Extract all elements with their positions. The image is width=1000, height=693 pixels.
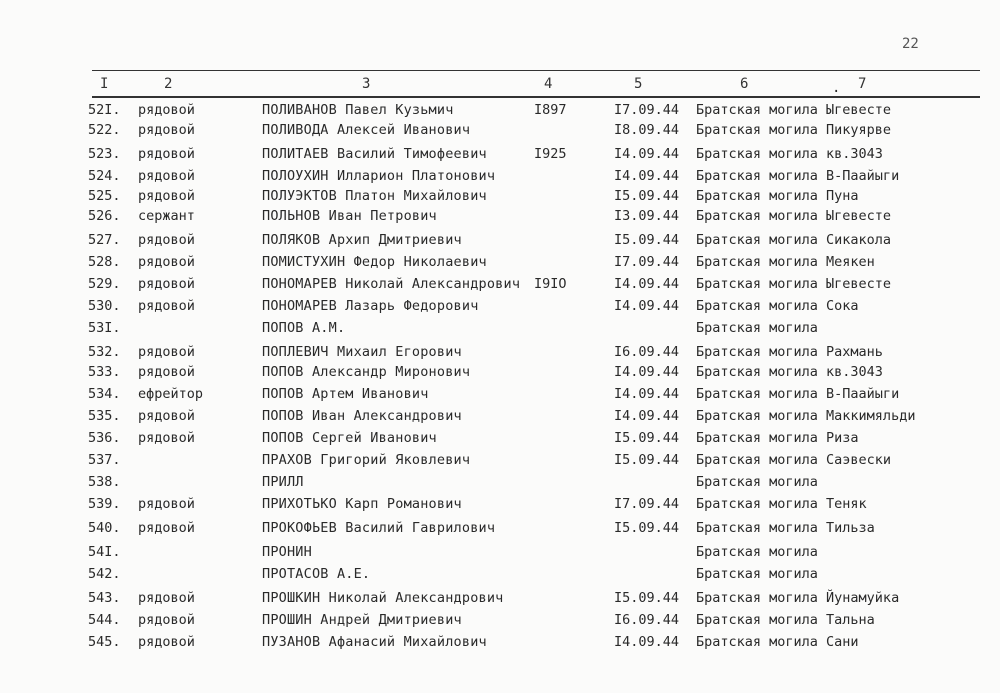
table-row bbox=[0, 320, 1000, 342]
row-name: ПОЛЯКОВ Архип Дмитриевич bbox=[262, 232, 462, 248]
row-rank: рядовой bbox=[138, 298, 195, 314]
row-name: ПРОШКИН Николай Александрович bbox=[262, 590, 504, 606]
table-row bbox=[0, 276, 1000, 298]
row-name: ПОНОМАРЕВ Лазарь Федорович bbox=[262, 298, 479, 314]
row-rank: рядовой bbox=[138, 122, 195, 138]
row-rank: рядовой bbox=[138, 634, 195, 650]
row-number: 522. bbox=[88, 122, 121, 138]
row-number: 525. bbox=[88, 188, 121, 204]
row-rank: рядовой bbox=[138, 364, 195, 380]
row-name: ПОПОВ Артем Иванович bbox=[262, 386, 429, 402]
row-burial-place: Братская могила Ыгевесте bbox=[696, 276, 892, 292]
header-col-2: 2 bbox=[164, 76, 173, 92]
row-rank: рядовой bbox=[138, 408, 195, 424]
table-row bbox=[0, 634, 1000, 656]
row-death-date: I4.09.44 bbox=[614, 298, 680, 314]
row-rank: рядовой bbox=[138, 496, 195, 512]
row-burial-place: Братская могила Тальна bbox=[696, 612, 875, 628]
header-bottom-rule bbox=[92, 96, 980, 98]
row-death-date: I5.09.44 bbox=[614, 188, 680, 204]
row-number: 524. bbox=[88, 168, 121, 184]
row-death-date: I4.09.44 bbox=[614, 364, 680, 380]
table-row bbox=[0, 612, 1000, 634]
row-rank: рядовой bbox=[138, 344, 195, 360]
row-rank: рядовой bbox=[138, 146, 195, 162]
row-name: ПРИЛЛ bbox=[262, 474, 304, 490]
row-name: ПОПОВ А.М. bbox=[262, 320, 346, 336]
header-col-7: 7 bbox=[858, 76, 867, 92]
table-row bbox=[0, 408, 1000, 430]
header-col-1: I bbox=[100, 76, 109, 92]
row-name: ПРОТАСОВ А.Е. bbox=[262, 566, 371, 582]
table-row bbox=[0, 188, 1000, 210]
row-name: ПОПОВ Иван Александрович bbox=[262, 408, 462, 424]
table-row bbox=[0, 544, 1000, 566]
header-col-6: 6 bbox=[740, 76, 749, 92]
row-death-date: I3.09.44 bbox=[614, 208, 680, 224]
row-number: 530. bbox=[88, 298, 121, 314]
row-birth-year: I925 bbox=[534, 146, 567, 162]
row-name: ПОЛИТАЕВ Василий Тимофеевич bbox=[262, 146, 487, 162]
row-burial-place: Братская могила Саэвески bbox=[696, 452, 892, 468]
row-name: ПОПОВ Сергей Иванович bbox=[262, 430, 437, 446]
row-rank: ефрейтор bbox=[138, 386, 204, 402]
header-top-rule bbox=[92, 70, 980, 71]
row-burial-place: Братская могила Пуна bbox=[696, 188, 859, 204]
row-number: 540. bbox=[88, 520, 121, 536]
row-burial-place: Братская могила Ыгевесте bbox=[696, 208, 892, 224]
row-rank: рядовой bbox=[138, 102, 195, 118]
row-burial-place: Братская могила Сикакола bbox=[696, 232, 892, 248]
table-row bbox=[0, 520, 1000, 542]
row-name: ПОНОМАРЕВ Николай Александрович bbox=[262, 276, 521, 292]
row-number: 523. bbox=[88, 146, 121, 162]
row-burial-place: Братская могила Ыгевесте bbox=[696, 102, 892, 118]
table-row bbox=[0, 146, 1000, 168]
row-rank: рядовой bbox=[138, 254, 195, 270]
row-rank: рядовой bbox=[138, 232, 195, 248]
table-row bbox=[0, 386, 1000, 408]
table-row bbox=[0, 254, 1000, 276]
row-burial-place: Братская могила В-Паайыги bbox=[696, 386, 900, 402]
row-number: 538. bbox=[88, 474, 121, 490]
row-rank: рядовой bbox=[138, 168, 195, 184]
row-burial-place: Братская могила Йунамуйка bbox=[696, 590, 900, 606]
row-number: 545. bbox=[88, 634, 121, 650]
row-name: ПРОНИН bbox=[262, 544, 312, 560]
table-row bbox=[0, 298, 1000, 320]
row-birth-year: I9IO bbox=[534, 276, 567, 292]
header-dot: . bbox=[832, 80, 841, 96]
row-burial-place: Братская могила Риза bbox=[696, 430, 859, 446]
row-number: 534. bbox=[88, 386, 121, 402]
row-burial-place: Братская могила Сока bbox=[696, 298, 859, 314]
row-death-date: I8.09.44 bbox=[614, 122, 680, 138]
header-col-5: 5 bbox=[634, 76, 643, 92]
row-birth-year: I897 bbox=[534, 102, 567, 118]
row-name: ПОПОВ Александр Миронович bbox=[262, 364, 471, 380]
table-row bbox=[0, 430, 1000, 452]
row-burial-place: Братская могила bbox=[696, 566, 818, 582]
table-row bbox=[0, 232, 1000, 254]
row-rank: рядовой bbox=[138, 430, 195, 446]
row-name: ПУЗАНОВ Афанасий Михайлович bbox=[262, 634, 487, 650]
row-name: ПОМИСТУХИН Федор Николаевич bbox=[262, 254, 487, 270]
row-rank: рядовой bbox=[138, 520, 195, 536]
row-number: 527. bbox=[88, 232, 121, 248]
row-name: ПОЛУЭКТОВ Платон Михайлович bbox=[262, 188, 487, 204]
row-name: ПОПЛЕВИЧ Михаил Егорович bbox=[262, 344, 462, 360]
row-burial-place: Братская могила Пикуярве bbox=[696, 122, 892, 138]
table-row bbox=[0, 452, 1000, 474]
row-number: 544. bbox=[88, 612, 121, 628]
row-name: ПРИХОТЬКО Карп Романович bbox=[262, 496, 462, 512]
row-burial-place: Братская могила Рахмань bbox=[696, 344, 883, 360]
row-death-date: I7.09.44 bbox=[614, 496, 680, 512]
table-row bbox=[0, 496, 1000, 518]
row-burial-place: Братская могила bbox=[696, 474, 818, 490]
row-burial-place: Братская могила В-Паайыги bbox=[696, 168, 900, 184]
table-row bbox=[0, 590, 1000, 612]
row-burial-place: Братская могила bbox=[696, 544, 818, 560]
row-death-date: I5.09.44 bbox=[614, 232, 680, 248]
row-number: 532. bbox=[88, 344, 121, 360]
row-number: 539. bbox=[88, 496, 121, 512]
table-row bbox=[0, 168, 1000, 190]
row-number: 537. bbox=[88, 452, 121, 468]
row-number: 528. bbox=[88, 254, 121, 270]
row-number: 526. bbox=[88, 208, 121, 224]
row-number: 529. bbox=[88, 276, 121, 292]
row-number: 54I. bbox=[88, 544, 121, 560]
row-death-date: I4.09.44 bbox=[614, 276, 680, 292]
table-row bbox=[0, 122, 1000, 144]
row-death-date: I5.09.44 bbox=[614, 590, 680, 606]
row-burial-place: Братская могила Меякен bbox=[696, 254, 875, 270]
header-col-4: 4 bbox=[544, 76, 553, 92]
table-row bbox=[0, 364, 1000, 386]
table-row bbox=[0, 566, 1000, 588]
row-rank: рядовой bbox=[138, 612, 195, 628]
row-death-date: I4.09.44 bbox=[614, 386, 680, 402]
row-burial-place: Братская могила кв.3043 bbox=[696, 364, 883, 380]
row-death-date: I7.09.44 bbox=[614, 102, 680, 118]
row-number: 543. bbox=[88, 590, 121, 606]
row-name: ПОЛИВАНОВ Павел Кузьмич bbox=[262, 102, 454, 118]
row-name: ПРОКОФЬЕВ Василий Гаврилович bbox=[262, 520, 496, 536]
row-name: ПРАХОВ Григорий Яковлевич bbox=[262, 452, 471, 468]
row-number: 535. bbox=[88, 408, 121, 424]
row-death-date: I4.09.44 bbox=[614, 146, 680, 162]
row-death-date: I4.09.44 bbox=[614, 168, 680, 184]
row-death-date: I5.09.44 bbox=[614, 430, 680, 446]
row-name: ПРОШИН Андрей Дмитриевич bbox=[262, 612, 462, 628]
row-death-date: I5.09.44 bbox=[614, 452, 680, 468]
row-death-date: I7.09.44 bbox=[614, 254, 680, 270]
page-number: 22 bbox=[902, 36, 919, 52]
table-row bbox=[0, 344, 1000, 366]
row-name: ПОЛИВОДА Алексей Иванович bbox=[262, 122, 471, 138]
row-burial-place: Братская могила Теняк bbox=[696, 496, 867, 512]
row-rank: рядовой bbox=[138, 188, 195, 204]
row-burial-place: Братская могила Тильза bbox=[696, 520, 875, 536]
table-row bbox=[0, 208, 1000, 230]
row-rank: рядовой bbox=[138, 276, 195, 292]
row-number: 53I. bbox=[88, 320, 121, 336]
row-name: ПОЛОУХИН Илларион Платонович bbox=[262, 168, 496, 184]
row-number: 536. bbox=[88, 430, 121, 446]
row-number: 542. bbox=[88, 566, 121, 582]
row-number: 533. bbox=[88, 364, 121, 380]
row-death-date: I6.09.44 bbox=[614, 344, 680, 360]
row-death-date: I6.09.44 bbox=[614, 612, 680, 628]
row-burial-place: Братская могила bbox=[696, 320, 818, 336]
row-death-date: I4.09.44 bbox=[614, 634, 680, 650]
row-rank: рядовой bbox=[138, 590, 195, 606]
row-burial-place: Братская могила Маккимяльди bbox=[696, 408, 916, 424]
table-row bbox=[0, 474, 1000, 496]
header-col-3: 3 bbox=[362, 76, 371, 92]
row-death-date: I5.09.44 bbox=[614, 520, 680, 536]
row-rank: сержант bbox=[138, 208, 195, 224]
row-number: 52I. bbox=[88, 102, 121, 118]
row-name: ПОЛЬНОВ Иван Петрович bbox=[262, 208, 437, 224]
table-row bbox=[0, 102, 1000, 124]
row-death-date: I4.09.44 bbox=[614, 408, 680, 424]
row-burial-place: Братская могила Сани bbox=[696, 634, 859, 650]
row-burial-place: Братская могила кв.3043 bbox=[696, 146, 883, 162]
